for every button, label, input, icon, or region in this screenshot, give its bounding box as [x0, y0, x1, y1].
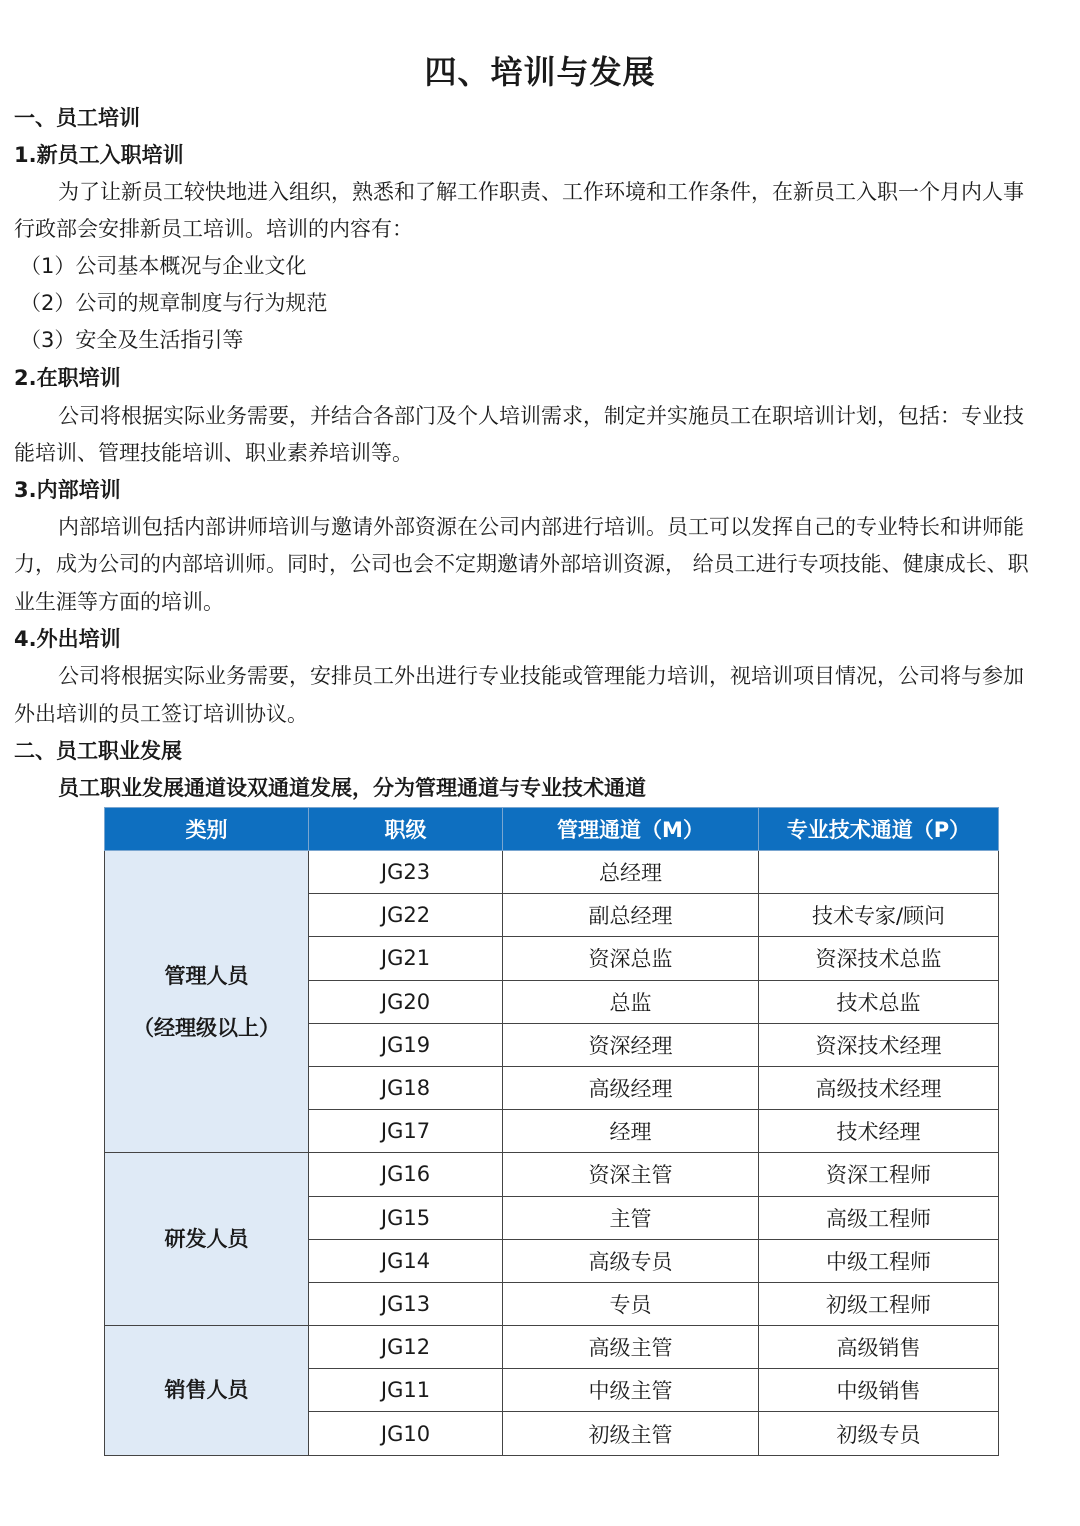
- management-title-cell: 资深总监: [503, 937, 759, 980]
- paragraph-line: 力，成为公司的内部培训师。同时，公司也会不定期邀请外部培训资源， 给员工进行专项技能、健康成长、职: [14, 552, 1029, 576]
- paragraph-line: 内部培训包括内部讲师培训与邀请外部资源在公司内部进行培训。员工可以发挥自己的专业特长和讲师能: [58, 515, 1024, 539]
- management-title-cell: 资深经理: [503, 1023, 759, 1066]
- header-management-track: 管理通道（M）: [503, 808, 759, 851]
- technical-title-cell: 高级销售: [759, 1326, 999, 1369]
- grade-cell: JG10: [309, 1412, 503, 1455]
- list-item: （3）安全及生活指引等: [20, 328, 244, 352]
- table-row: [105, 851, 999, 894]
- header-technical-track: 专业技术通道（P）: [759, 808, 999, 851]
- technical-title-cell: 技术经理: [759, 1110, 999, 1153]
- grade-cell: JG23: [309, 851, 503, 894]
- category-sublabel: （经理级以上）: [133, 1015, 280, 1040]
- grade-cell: JG11: [309, 1369, 503, 1412]
- category-rd: 研发人员: [105, 1153, 309, 1326]
- management-title-cell: 初级主管: [503, 1412, 759, 1455]
- technical-title-cell: 中级销售: [759, 1369, 999, 1412]
- management-title-cell: 高级经理: [503, 1066, 759, 1109]
- technical-title-cell: 资深技术总监: [759, 937, 999, 980]
- management-title-cell: 总监: [503, 980, 759, 1023]
- table-row: [105, 1326, 999, 1369]
- list-item: （2）公司的规章制度与行为规范: [20, 291, 328, 315]
- grade-cell: JG22: [309, 894, 503, 937]
- category-sales: 销售人员: [105, 1326, 309, 1456]
- technical-title-cell: 技术专家/顾问: [759, 894, 999, 937]
- career-intro: 员工职业发展通道设双通道发展，分为管理通道与专业技术通道: [58, 776, 646, 800]
- category-management: [105, 851, 309, 1153]
- paragraph-line: 外出培训的员工签订培训协议。: [14, 702, 308, 726]
- paragraph-line: 能培训、管理技能培训、职业素养培训等。: [14, 441, 413, 465]
- management-title-cell: 副总经理: [503, 894, 759, 937]
- technical-title-cell: 资深工程师: [759, 1153, 999, 1196]
- paragraph-line: 公司将根据实际业务需要，安排员工外出进行专业技能或管理能力培训，视培训项目情况，公司将与参加: [58, 664, 1024, 688]
- table-row: [105, 1153, 999, 1196]
- grade-cell: JG19: [309, 1023, 503, 1066]
- grade-cell: JG15: [309, 1196, 503, 1239]
- list-item: （1）公司基本概况与企业文化: [20, 254, 307, 278]
- subheading-external: 4.外出培训: [14, 627, 121, 651]
- management-title-cell: 主管: [503, 1196, 759, 1239]
- grade-cell: JG17: [309, 1110, 503, 1153]
- table-header-row: [105, 808, 999, 851]
- grade-cell: JG13: [309, 1282, 503, 1325]
- management-title-cell: 高级主管: [503, 1326, 759, 1369]
- management-title-cell: 中级主管: [503, 1369, 759, 1412]
- grade-cell: JG16: [309, 1153, 503, 1196]
- grade-cell: JG20: [309, 980, 503, 1023]
- technical-title-cell: 技术总监: [759, 980, 999, 1023]
- management-title-cell: 经理: [503, 1110, 759, 1153]
- section-heading-training: 一、员工培训: [14, 106, 140, 130]
- grade-cell: JG18: [309, 1066, 503, 1109]
- management-title-cell: 专员: [503, 1282, 759, 1325]
- grade-cell: JG14: [309, 1239, 503, 1282]
- technical-title-cell: 初级工程师: [759, 1282, 999, 1325]
- technical-title-cell: 高级工程师: [759, 1196, 999, 1239]
- management-title-cell: 资深主管: [503, 1153, 759, 1196]
- paragraph-line: 行政部会安排新员工培训。培训的内容有：: [14, 217, 413, 241]
- management-title-cell: 总经理: [503, 851, 759, 894]
- paragraph-line: 公司将根据实际业务需要，并结合各部门及个人培训需求，制定并实施员工在职培训计划，包括：专业技: [58, 404, 1024, 428]
- career-grade-table: [104, 807, 999, 1456]
- technical-title-cell: 中级工程师: [759, 1239, 999, 1282]
- grade-cell: JG21: [309, 937, 503, 980]
- category-label: 管理人员: [164, 963, 249, 988]
- paragraph-line: 为了让新员工较快地进入组织，熟悉和了解工作职责、工作环境和工作条件，在新员工入职一个月内人事: [58, 180, 1024, 204]
- page-title: 四、培训与发展: [424, 53, 656, 91]
- technical-title-cell: 初级专员: [759, 1412, 999, 1455]
- header-category: 类别: [105, 808, 309, 851]
- subheading-on-job: 2.在职培训: [14, 366, 121, 390]
- management-title-cell: 高级专员: [503, 1239, 759, 1282]
- paragraph-line: 业生涯等方面的培训。: [14, 590, 224, 614]
- subheading-internal: 3.内部培训: [14, 478, 121, 502]
- section-heading-career: 二、员工职业发展: [14, 739, 182, 763]
- technical-title-cell: 高级技术经理: [759, 1066, 999, 1109]
- technical-title-cell: [759, 851, 999, 894]
- header-grade: 职级: [309, 808, 503, 851]
- subheading-new-employee: 1.新员工入职培训: [14, 143, 184, 167]
- technical-title-cell: 资深技术经理: [759, 1023, 999, 1066]
- grade-cell: JG12: [309, 1326, 503, 1369]
